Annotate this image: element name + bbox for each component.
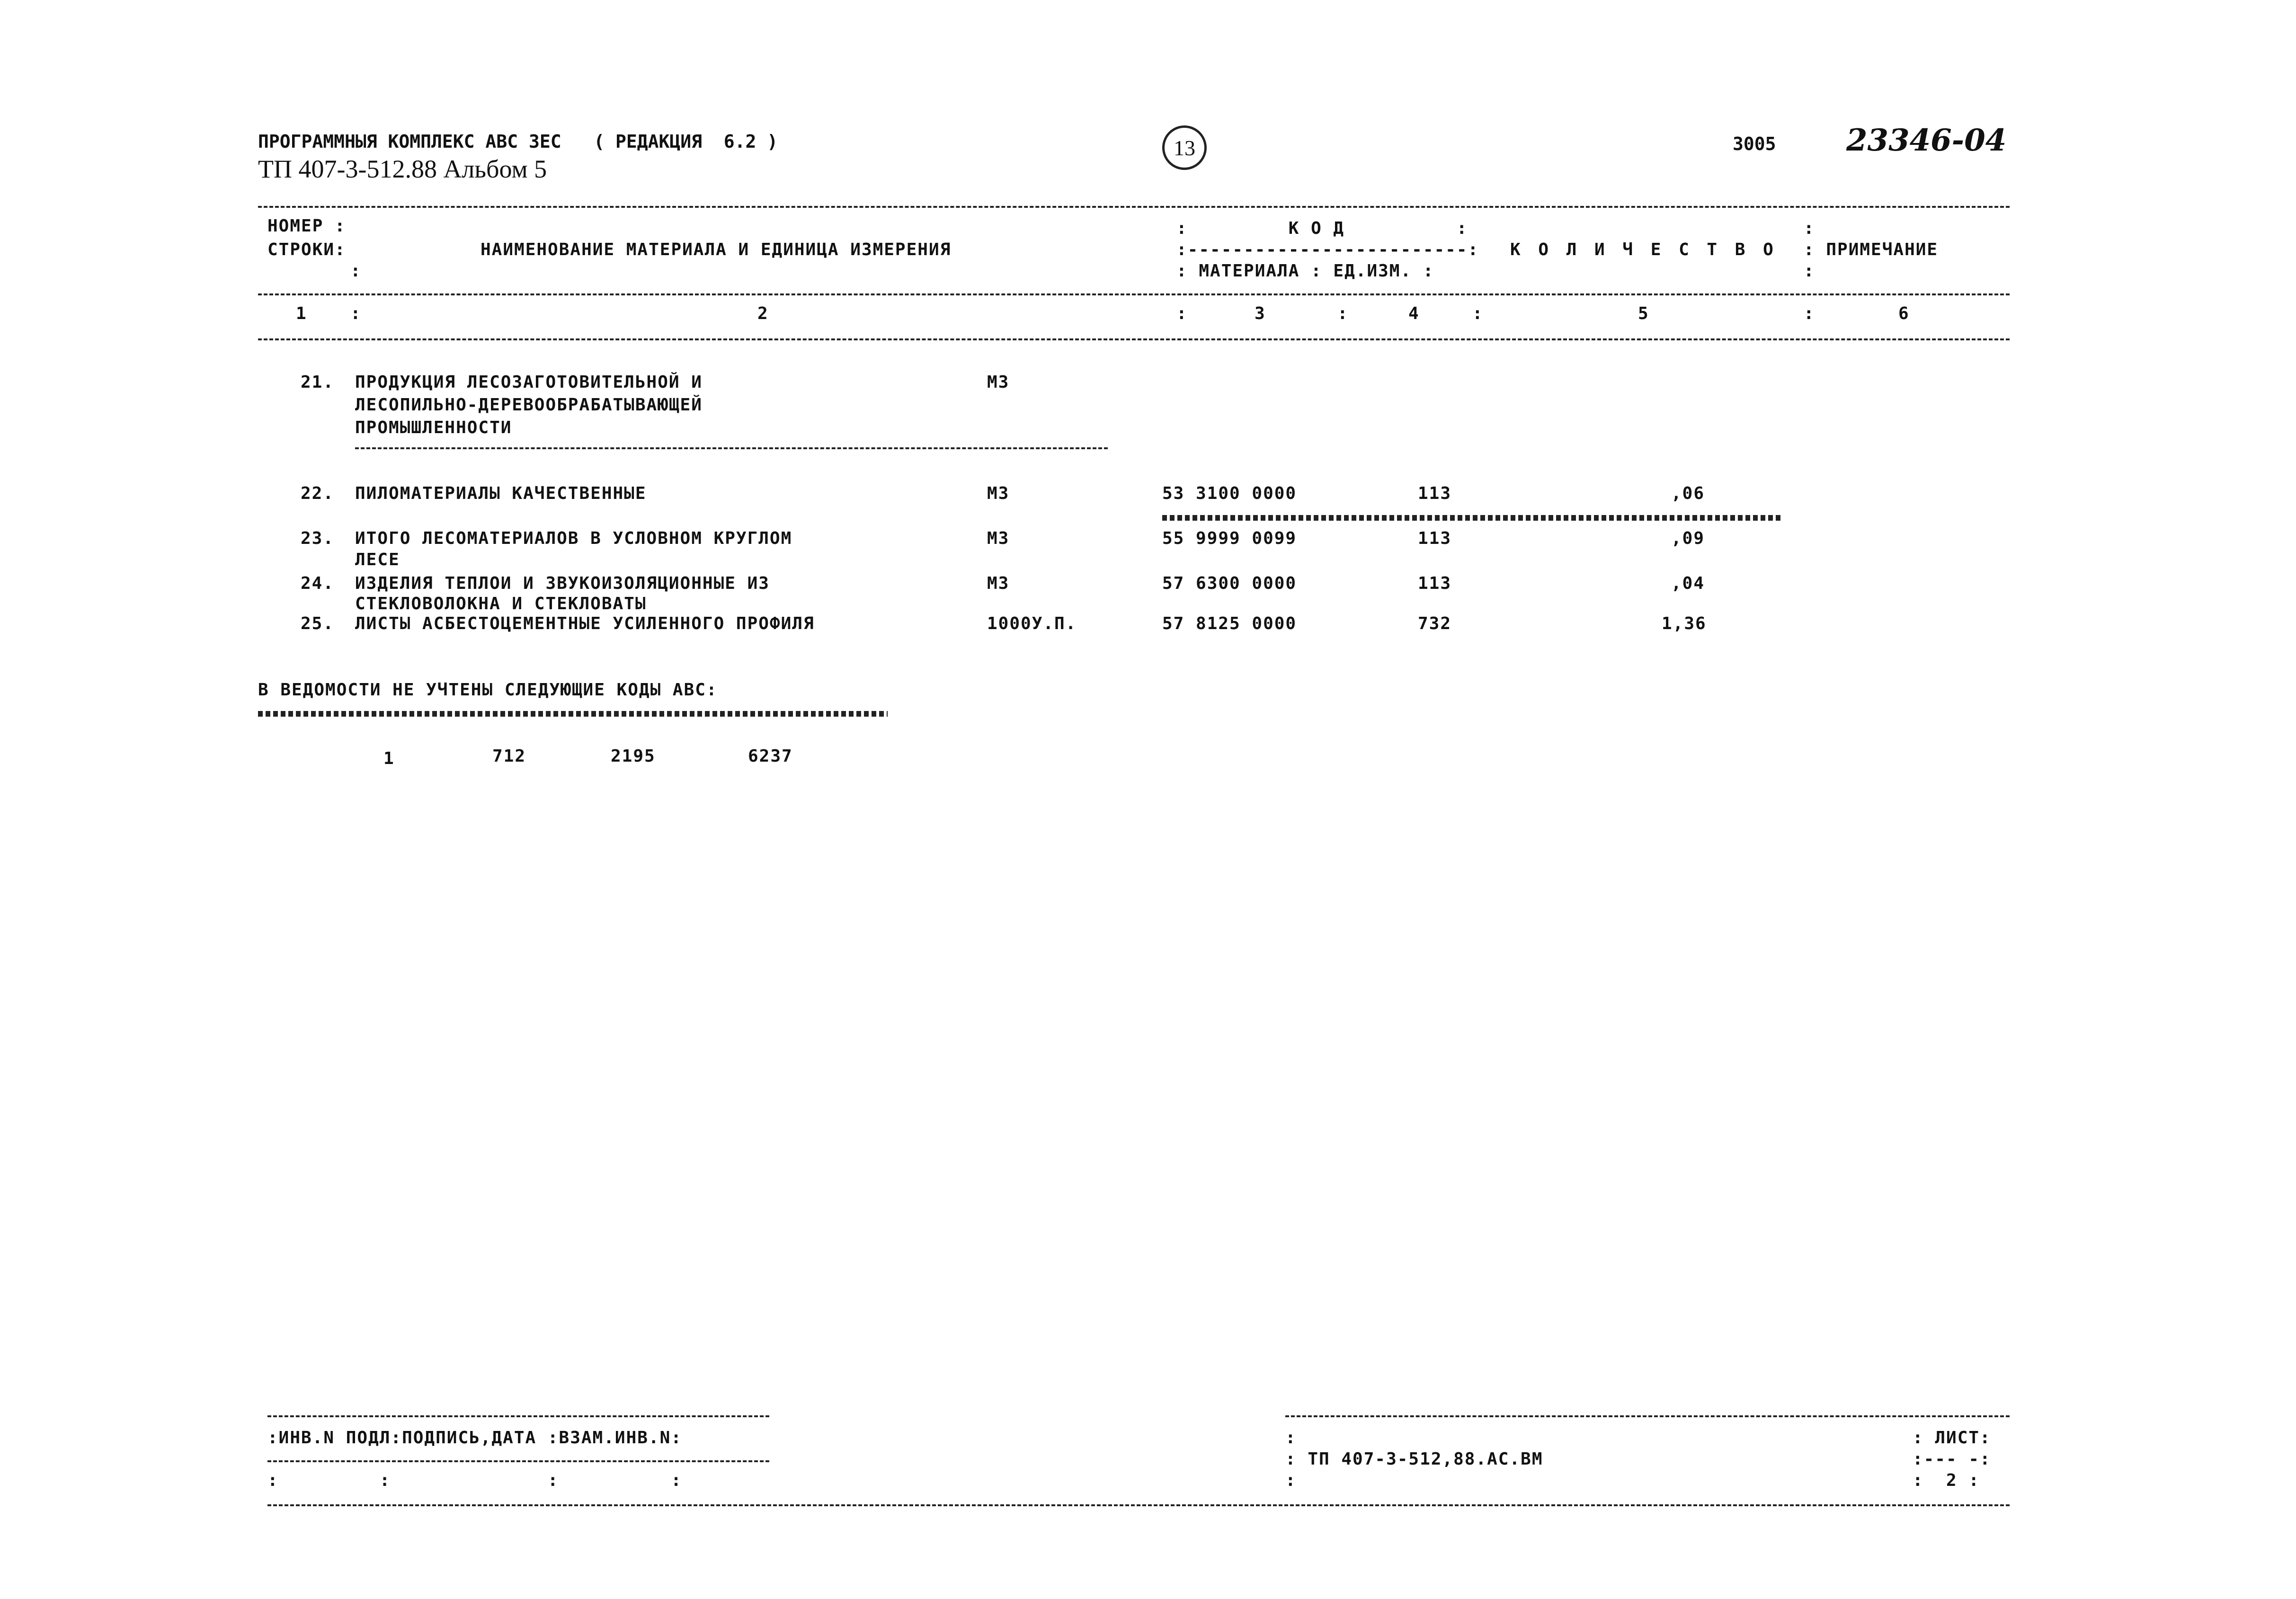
table-row-material-code: 57 8125 0000 xyxy=(1162,614,1297,633)
unaccounted-code: 712 xyxy=(492,746,526,766)
document-title: ТП 407-3-512.88 Альбом 5 xyxy=(258,155,547,183)
table-row-material-code: 53 3100 0000 xyxy=(1162,484,1297,503)
table-row-name: ПРОМЫШЛЕННОСТИ xyxy=(355,418,512,437)
table-row-number: 24. xyxy=(301,574,335,593)
document-code: 3005 xyxy=(1733,133,1776,154)
program-header: ПРОГРАММНЫЯ КОМПЛЕКС АВС 3ЕС ( РЕДАКЦИЯ 6.2 ) xyxy=(258,131,778,152)
col-number-sep-3: : xyxy=(1337,304,1349,323)
table-row-quantity: ,06 xyxy=(1671,484,1705,503)
table-row-unit-code: 113 xyxy=(1418,484,1452,503)
stamp-top-rule xyxy=(267,1415,769,1417)
table-row-unit: М3 xyxy=(987,529,1010,548)
table-row-quantity: ,04 xyxy=(1671,574,1705,593)
table-row-number: 23. xyxy=(301,529,335,548)
header-rule xyxy=(258,293,2010,295)
table-row-unit-code: 113 xyxy=(1418,529,1452,548)
col-row-number-header-3: : xyxy=(350,261,362,281)
table-row-material-code: 57 6300 0000 xyxy=(1162,574,1297,593)
col-note-header-3: : xyxy=(1804,261,1815,281)
sheet-separator: :--- -: xyxy=(1913,1449,1991,1469)
group-rule xyxy=(355,447,1108,449)
col-note-header-1: : xyxy=(1804,219,1815,238)
table-row-name: СТЕКЛОВОЛОКНА И СТЕКЛОВАТЫ xyxy=(355,594,647,613)
table-row-quantity: 1,36 xyxy=(1662,614,1707,633)
col-quantity-header: К О Л И Ч Е С Т В О xyxy=(1510,240,1777,259)
col-number-3: 3 xyxy=(1255,304,1266,323)
table-row-number: 25. xyxy=(301,614,335,633)
table-row-name: ПРОДУКЦИЯ ЛЕСОЗАГОТОВИТЕЛЬНОЙ И xyxy=(355,373,703,392)
table-row-unit: М3 xyxy=(987,574,1010,593)
table-row-name: ИЗДЕЛИЯ ТЕПЛОИ И ЗВУКОИЗОЛЯЦИОННЫЕ ИЗ xyxy=(355,574,770,593)
total-double-rule xyxy=(1162,515,1782,521)
col-number-sep-2: : xyxy=(1176,304,1188,323)
table-row-name: ПИЛОМАТЕРИАЛЫ КАЧЕСТВЕННЫЕ xyxy=(355,484,647,503)
unaccounted-code: 1 xyxy=(383,749,395,768)
handwritten-number: 23346-04 xyxy=(1846,123,2007,158)
col-number-sep-5: : xyxy=(1804,304,1815,323)
table-row-name: ЛЕСЕ xyxy=(355,550,400,569)
footer-bottom-rule xyxy=(267,1504,2010,1506)
table-row-unit-code: 113 xyxy=(1418,574,1452,593)
col-name-header: НАИМЕНОВАНИЕ МАТЕРИАЛА И ЕДИНИЦА ИЗМЕРЕНИЯ xyxy=(481,240,952,259)
table-row-number: 22. xyxy=(301,484,335,503)
col-number-6: 6 xyxy=(1898,304,1910,323)
titleblock-top-rule xyxy=(1285,1415,2010,1417)
col-code-header-3: : МАТЕРИАЛА : ЕД.ИЗМ. : xyxy=(1176,261,1434,281)
table-row-number: 21. xyxy=(301,373,335,392)
table-row-name: ЛИСТЫ АСБЕСТОЦЕМЕНТНЫЕ УСИЛЕННОГО ПРОФИЛЯ xyxy=(355,614,815,633)
titleblock-colon: : xyxy=(1285,1428,1297,1448)
table-row-name: ИТОГО ЛЕСОМАТЕРИАЛОВ В УСЛОВНОМ КРУГЛОМ xyxy=(355,529,792,548)
note-double-rule xyxy=(258,711,888,717)
titleblock-colon: : xyxy=(1285,1471,1297,1490)
col-number-sep-4: : xyxy=(1472,304,1484,323)
unaccounted-code: 2195 xyxy=(611,746,656,766)
col-number-5: 5 xyxy=(1638,304,1649,323)
unaccounted-code: 6237 xyxy=(748,746,793,766)
table-row-unit: М3 xyxy=(987,484,1010,503)
col-code-header-2: :-------------------------: xyxy=(1176,240,1479,259)
col-note-header-2: : ПРИМЕЧАНИЕ xyxy=(1804,240,1939,259)
sheet-label: : ЛИСТ: xyxy=(1913,1428,1991,1448)
col-row-number-header-1: НОМЕР : xyxy=(267,216,346,236)
unaccounted-codes-note: В ВЕДОМОСТИ НЕ УЧТЕНЫ СЛЕДУЮЩИЕ КОДЫ АВС: xyxy=(258,680,718,700)
stamp-row: : : : : xyxy=(267,1471,682,1490)
table-row-name: ЛЕСОПИЛЬНО-ДЕРЕВООБРАБАТЫВАЮЩЕЙ xyxy=(355,395,703,415)
col-number-sep-1: : xyxy=(350,304,362,323)
col-number-2: 2 xyxy=(757,304,769,323)
header-bottom-rule xyxy=(258,338,2010,340)
table-row-quantity: ,09 xyxy=(1671,529,1705,548)
table-row-unit: М3 xyxy=(987,373,1010,392)
stamp-header: :ИНВ.N ПОДЛ:ПОДПИСЬ,ДАТА :ВЗАМ.ИНВ.N: xyxy=(267,1428,682,1448)
col-number-1: 1 xyxy=(296,304,307,323)
stamp-mid-rule xyxy=(267,1460,769,1462)
table-row-unit: 1000У.П. xyxy=(987,614,1077,633)
col-code-header-1: : К О Д : xyxy=(1176,219,1468,238)
col-number-4: 4 xyxy=(1408,304,1420,323)
sheet-number: : 2 : xyxy=(1913,1471,1980,1490)
page-number-circle: 13 xyxy=(1162,125,1207,170)
table-row-material-code: 55 9999 0099 xyxy=(1162,529,1297,548)
table-row-unit-code: 732 xyxy=(1418,614,1452,633)
titleblock-document-code: : ТП 407-3-512,88.АС.ВМ xyxy=(1285,1449,1543,1469)
table-top-rule xyxy=(258,206,2010,208)
col-row-number-header-2: СТРОКИ: xyxy=(267,240,346,259)
